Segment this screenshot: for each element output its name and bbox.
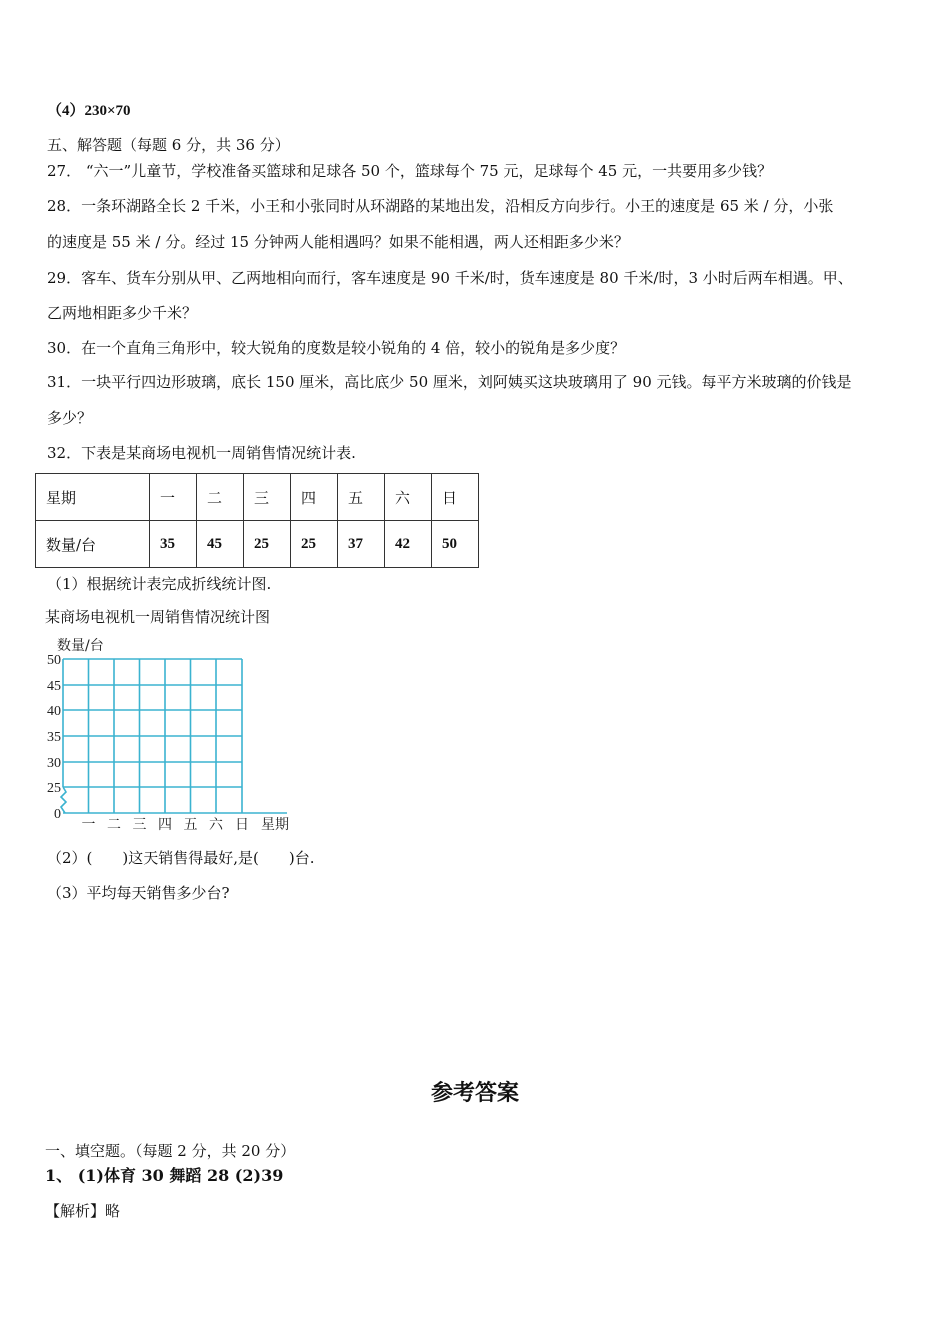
question-32-1: （1）根据统计表完成折线统计图. — [47, 575, 272, 593]
question-32-2: （2）( )这天销售得最好,是( )台. — [47, 849, 315, 867]
table-cell-day: 三 — [244, 474, 291, 521]
question-31-line1: 31．一块平行四边形玻璃，底长 150 厘米，高比底少 50 厘米，刘阿姨买这块玻璃用了 90 元钱。每平方米玻璃的价钱是 — [47, 373, 852, 391]
sales-table — [35, 473, 479, 568]
answer-section-1-heading: 一、填空题。（每题 2 分，共 20 分） — [45, 1142, 296, 1160]
table-cell-value: 25 — [291, 521, 338, 568]
table-cell-day: 一 — [150, 474, 197, 521]
y-tick: 35 — [47, 730, 61, 745]
y-axis-label: 数量/台 — [57, 638, 104, 654]
table-cell-value: 37 — [338, 521, 385, 568]
x-tick: 日 — [235, 817, 249, 833]
y-tick: 25 — [47, 781, 61, 796]
question-26-4: （4）230×70 — [47, 103, 131, 119]
table-cell-value: 35 — [150, 521, 197, 568]
x-tick: 一 — [81, 817, 96, 833]
table-cell-value: 42 — [385, 521, 432, 568]
x-tick: 四 — [158, 817, 172, 833]
table-row-days — [36, 474, 479, 521]
question-31-line2: 多少？ — [47, 409, 93, 427]
x-tick: 二 — [107, 817, 121, 833]
question-28-line1: 28．一条环湖路全长 2 千米，小王和小张同时从环湖路的某地出发，沿相反方向步行。小王的速度是 65 米 / 分，小张 — [47, 197, 834, 215]
x-tick: 六 — [209, 817, 223, 833]
answer-1: 1、 (1)体育 30 舞蹈 28 (2)39 — [45, 1166, 284, 1185]
question-29-line1: 29．客车、货车分别从甲、乙两地相向而行，客车速度是 90 千米/时，货车速度是 80 千米/时，3 小时后两车相遇。甲、 — [47, 269, 853, 287]
y-tick: 45 — [47, 679, 61, 694]
section-5-heading: 五、解答题（每题 6 分，共 36 分） — [47, 136, 290, 154]
question-29-line2: 乙两地相距多少千米？ — [47, 304, 198, 322]
table-cell-day: 五 — [338, 474, 385, 521]
table-header-quantity: 数量/台 — [36, 521, 150, 568]
table-cell-day: 日 — [432, 474, 479, 521]
table-cell-day: 四 — [291, 474, 338, 521]
table-header-weekday: 星期 — [36, 474, 150, 521]
y-tick: 40 — [47, 704, 61, 719]
line-chart-grid — [35, 632, 305, 837]
y-tick: 30 — [47, 756, 61, 771]
x-tick: 五 — [183, 817, 198, 833]
table-cell-value: 50 — [432, 521, 479, 568]
table-cell-day: 六 — [385, 474, 432, 521]
table-row-quantity — [36, 521, 479, 568]
table-cell-value: 25 — [244, 521, 291, 568]
table-cell-day: 二 — [197, 474, 244, 521]
answer-1-analysis: 【解析】略 — [45, 1202, 121, 1220]
chart-caption: 某商场电视机一周销售情况统计图 — [45, 608, 271, 626]
x-tick: 三 — [132, 817, 147, 833]
y-tick: 50 — [47, 653, 61, 668]
question-32: 32．下表是某商场电视机一周销售情况统计表. — [47, 444, 356, 462]
question-30: 30．在一个直角三角形中，较大锐角的度数是较小锐角的 4 倍，较小的锐角是多少度？ — [47, 339, 626, 357]
x-axis-label: 星期 — [261, 817, 289, 833]
question-32-3: （3）平均每天销售多少台? — [47, 884, 230, 902]
question-28-line2: 的速度是 55 米 / 分。经过 15 分钟两人能相遇吗？如果不能相遇，两人还相距多少米？ — [47, 233, 629, 251]
question-27: 27． “六一”儿童节，学校准备买篮球和足球各 50 个，篮球每个 75 元，足球每个 45 元，一共要用多少钱？ — [47, 162, 773, 180]
y-tick: 0 — [54, 807, 61, 822]
answer-key-title: 参考答案 — [430, 1081, 519, 1106]
table-cell-value: 45 — [197, 521, 244, 568]
